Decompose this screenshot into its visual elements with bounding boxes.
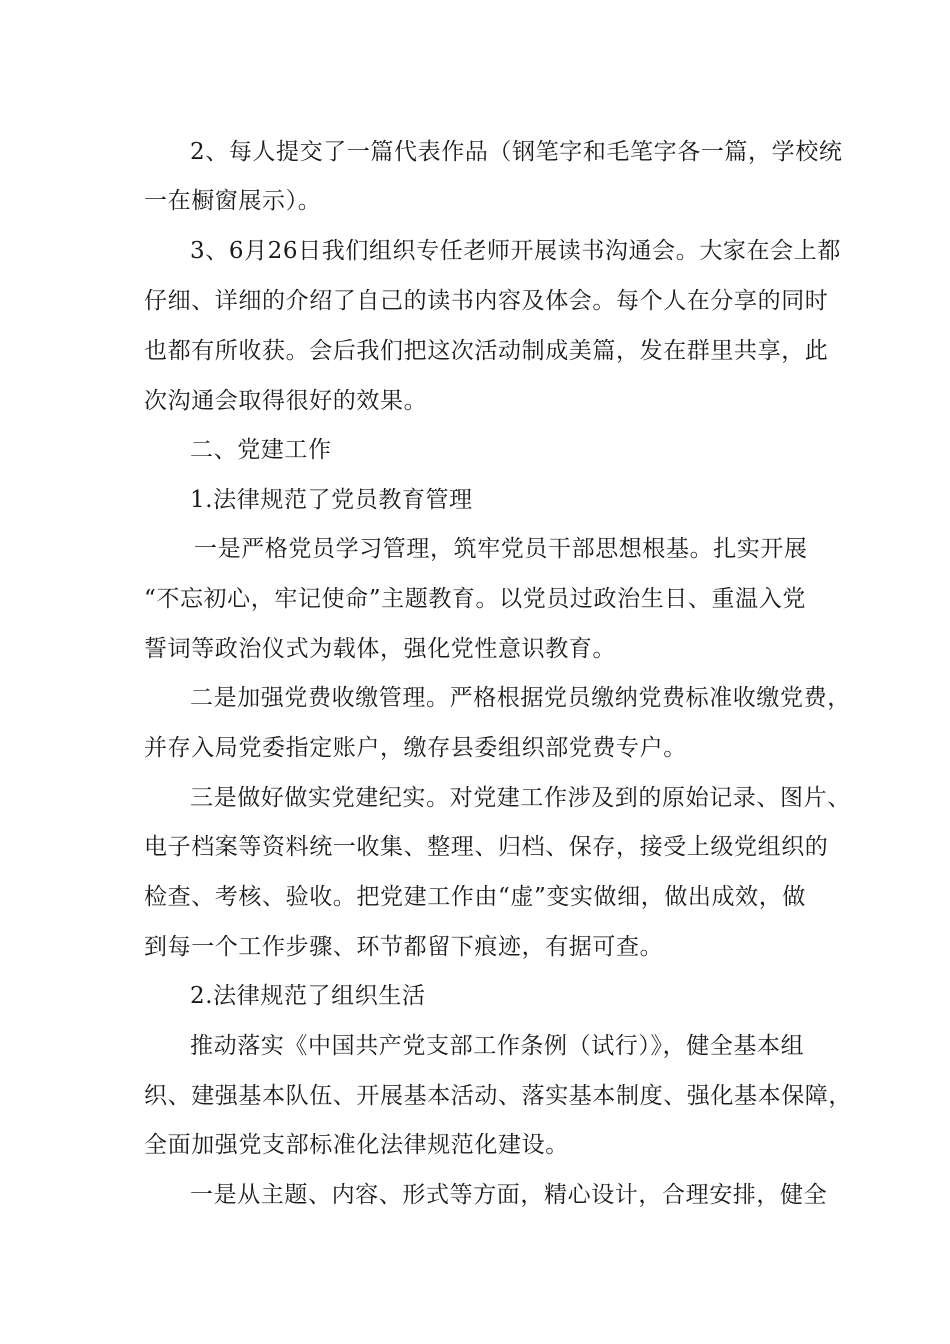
paragraph-line: 仔细、详细的介绍了自己的读书内容及体会。每个人在分享的同时 <box>144 288 829 314</box>
paragraph-line: 3、6月26日我们组织专任老师开展读书沟通会。大家在会上都 <box>190 238 841 264</box>
paragraph-line: 一是严格党员学习管理，筑牢党员干部思想根基。扎实开展 <box>194 536 808 562</box>
subsection-heading: 1.法律规范了党员教育管理 <box>190 487 473 513</box>
paragraph-line: 推动落实《中国共产党支部工作条例（试行）》，健全基本组 <box>190 1033 805 1059</box>
subsection-heading: 2.法律规范了组织生活 <box>190 983 426 1009</box>
section-heading: 二、党建工作 <box>190 437 332 463</box>
paragraph-line: 检查、考核、验收。把党建工作由“虚”变实做细，做出成效，做 <box>144 884 806 910</box>
paragraph-line: 并存入局党委指定账户，缴存县委组织部党费专户。 <box>144 735 687 761</box>
paragraph-line: 电子档案等资料统一收集、整理、归档、保存，接受上级党组织的 <box>144 834 829 860</box>
paragraph-line: “不忘初心，牢记使命”主题教育。以党员过政治生日、重温入党 <box>144 586 806 612</box>
paragraph-line: 一在橱窗展示）。 <box>144 188 322 214</box>
paragraph-line: 一是从主题、内容、形式等方面，精心设计，合理安排，健全 <box>190 1182 828 1208</box>
paragraph-line: 2、每人提交了一篇代表作品（钢笔字和毛笔字各一篇，学校统 <box>190 139 843 165</box>
paragraph-line: 誓词等政治仪式为载体，强化党性意识教育。 <box>144 636 616 662</box>
paragraph-line: 织、建强基本队伍、开展基本活动、落实基本制度、强化基本保障， <box>144 1083 852 1109</box>
paragraph-line: 三是做好做实党建纪实。对党建工作涉及到的原始记录、图片、 <box>190 785 851 811</box>
paragraph-line: 次沟通会取得很好的效果。 <box>144 388 428 414</box>
paragraph-line: 到每一个工作步骤、环节都留下痕迹，有据可查。 <box>144 934 664 960</box>
paragraph-line: 全面加强党支部标准化法律规范化建设。 <box>144 1132 569 1158</box>
paragraph-line: 二是加强党费收缴管理。严格根据党员缴纳党费标准收缴党费， <box>190 685 851 711</box>
paragraph-line: 也都有所收获。会后我们把这次活动制成美篇，发在群里共享，此 <box>144 338 829 364</box>
